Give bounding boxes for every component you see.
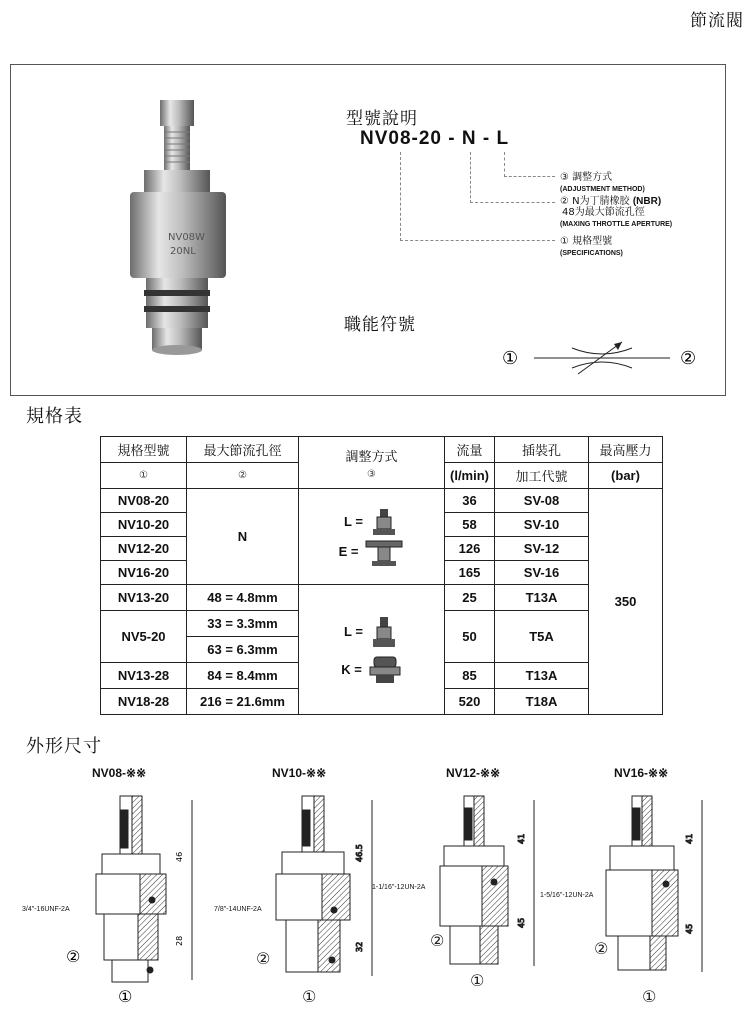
- table-row-cavity: SV-08: [495, 489, 589, 513]
- table-row-model: NV18-28: [101, 689, 187, 715]
- header-flow-unit: (l/min): [445, 463, 495, 489]
- table-row-flow: 126: [445, 537, 495, 561]
- port-bottom-1: ①: [642, 987, 657, 1006]
- thread-label: 1-5/16"-12UN-2A: [540, 892, 594, 899]
- symbol-port-1: ①: [502, 348, 519, 369]
- model-code: NV08-20 - N - L: [360, 128, 510, 149]
- spec-section-title: 規格表: [26, 406, 83, 427]
- thread-label: 7/8"-14UNF-2A: [214, 906, 262, 913]
- table-row-flow: 58: [445, 513, 495, 537]
- table-row-aperture: 48 = 4.8mm: [187, 585, 299, 611]
- note-spec: ① 規格型號 (SPECIFICATIONS): [560, 236, 623, 257]
- drawing-title: NV16-※※: [614, 766, 669, 780]
- table-row-cavity: T18A: [495, 689, 589, 715]
- dim-top-value: 46: [175, 851, 184, 862]
- table-row-flow: 85: [445, 663, 495, 689]
- thread-label: 3/4"-16UNF-2A: [22, 906, 70, 913]
- adjust-l-icon: [369, 507, 399, 537]
- adjust-e-icon: [364, 537, 404, 567]
- header-aperture: 最大節流孔徑: [187, 437, 299, 463]
- header-aperture-num: ②: [187, 463, 299, 489]
- table-row-cavity: T13A: [495, 585, 589, 611]
- table-row-model: NV13-20: [101, 585, 187, 611]
- product-marking-1: NV08W: [168, 232, 205, 243]
- table-row-cavity: SV-12: [495, 537, 589, 561]
- header-pressure-unit: (bar): [589, 463, 663, 489]
- dim-bottom-value: 45: [685, 923, 694, 934]
- port-side-2: ②: [594, 939, 609, 958]
- table-row-flow: 36: [445, 489, 495, 513]
- dim-top-value: 41: [517, 833, 526, 844]
- note-aperture: ② N为丁腈橡胶 (NBR) 48为最大節流孔徑 (MAXING THROTTLE APERTURE): [560, 196, 673, 228]
- dim-top-value: 46.5: [355, 844, 364, 862]
- product-photo: [118, 100, 238, 360]
- page-title: 節流閥: [690, 11, 744, 31]
- dim-bottom-value: 28: [175, 935, 184, 946]
- group-aperture: N: [187, 489, 299, 585]
- dimension-drawings: [60, 790, 750, 1020]
- header-model: 規格型號: [101, 437, 187, 463]
- adjust-k-icon: [368, 655, 402, 685]
- table-row-cavity: T13A: [495, 663, 589, 689]
- port-bottom-1: ①: [118, 987, 133, 1006]
- dim-bottom-value: 32: [355, 941, 364, 952]
- table-row-model: NV5-20: [101, 611, 187, 663]
- table-row-flow: 165: [445, 561, 495, 585]
- adjust-group-1: L = E =: [299, 489, 445, 585]
- dim-bottom-value: 45: [517, 917, 526, 928]
- header-adjust: 調整方式 ③: [299, 437, 445, 489]
- table-row-model: NV16-20: [101, 561, 187, 585]
- header-pressure: 最高壓力: [589, 437, 663, 463]
- spec-table: [100, 436, 663, 715]
- header-cavity-2: 加工代號: [495, 463, 589, 489]
- dim-top-value: 41: [685, 833, 694, 844]
- port-side-2: ②: [256, 949, 271, 968]
- drawing-title: NV08-※※: [92, 766, 147, 780]
- symbol-title: 職能符號: [344, 315, 416, 335]
- thread-label: 1-1/16"-12UN-2A: [372, 884, 426, 891]
- table-row-cavity: SV-16: [495, 561, 589, 585]
- header-cavity: 插裝孔: [495, 437, 589, 463]
- throttle-symbol: [500, 338, 710, 378]
- table-row-model: NV12-20: [101, 537, 187, 561]
- port-bottom-1: ①: [302, 987, 317, 1006]
- table-row-aperture: 33 = 3.3mm: [187, 611, 299, 637]
- table-row-aperture: 84 = 8.4mm: [187, 663, 299, 689]
- port-side-2: ②: [430, 931, 445, 950]
- table-row-model: NV08-20: [101, 489, 187, 513]
- table-row-model: NV13-28: [101, 663, 187, 689]
- table-row-flow: 520: [445, 689, 495, 715]
- table-row-flow: 25: [445, 585, 495, 611]
- table-row-flow: 50: [445, 611, 495, 663]
- header-flow: 流量: [445, 437, 495, 463]
- drawing-title: NV10-※※: [272, 766, 327, 780]
- dimension-section-title: 外形尺寸: [26, 736, 102, 757]
- port-bottom-1: ①: [470, 971, 485, 990]
- table-row-cavity: T5A: [495, 611, 589, 663]
- table-row-aperture: 216 = 21.6mm: [187, 689, 299, 715]
- table-row-cavity: SV-10: [495, 513, 589, 537]
- leader-1: [400, 152, 555, 241]
- symbol-port-2: ②: [680, 348, 697, 369]
- adjust-group-2: L = K =: [299, 585, 445, 715]
- pressure-value: 350: [589, 489, 663, 715]
- port-side-2: ②: [66, 947, 81, 966]
- header-model-num: ①: [101, 463, 187, 489]
- table-row-model: NV10-20: [101, 513, 187, 537]
- drawing-title: NV12-※※: [446, 766, 501, 780]
- model-title: 型號說明: [346, 109, 418, 129]
- adjust-l-icon: [369, 615, 399, 649]
- product-marking-2: 20NL: [170, 246, 196, 257]
- table-row-aperture: 63 = 6.3mm: [187, 637, 299, 663]
- note-adjust: ③ 調整方式 (ADJUSTMENT METHOD): [560, 172, 645, 193]
